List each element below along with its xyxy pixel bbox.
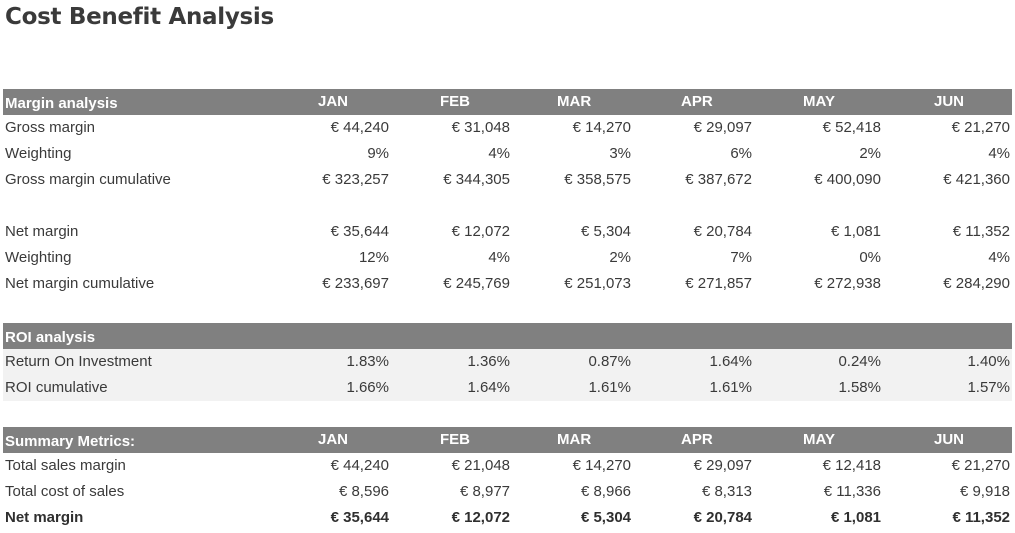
table-row bbox=[3, 349, 1012, 375]
row-label: Gross margin cumulative bbox=[5, 171, 171, 188]
cell-value: 3% bbox=[609, 145, 631, 162]
cell-value: € 251,073 bbox=[564, 275, 631, 292]
cell-value: € 8,313 bbox=[701, 483, 752, 500]
cell-value: 1.64% bbox=[709, 353, 752, 370]
row-label: Weighting bbox=[5, 249, 72, 266]
cell-value: 2% bbox=[859, 145, 881, 162]
cell-value: € 35,644 bbox=[330, 509, 389, 526]
cell-value: € 9,918 bbox=[959, 483, 1010, 500]
cell-value: 1.64% bbox=[467, 379, 510, 396]
cell-value: 1.40% bbox=[967, 353, 1010, 370]
cell-value: € 11,336 bbox=[823, 483, 881, 500]
cell-value: 1.66% bbox=[346, 379, 389, 396]
cell-value: € 29,097 bbox=[693, 119, 752, 136]
cell-value: € 12,418 bbox=[822, 457, 881, 474]
month-header: FEB bbox=[440, 431, 470, 448]
cell-value: € 12,072 bbox=[451, 509, 510, 526]
cell-value: € 271,857 bbox=[685, 275, 752, 292]
cell-value: € 21,270 bbox=[951, 119, 1010, 136]
cell-value: 1.83% bbox=[346, 353, 389, 370]
summary-metrics-header bbox=[3, 427, 1012, 453]
row-label: ROI cumulative bbox=[5, 379, 108, 396]
cell-value: € 11,352 bbox=[952, 509, 1010, 526]
cell-value: 0.24% bbox=[838, 353, 881, 370]
row-label: Gross margin bbox=[5, 119, 96, 136]
cell-value: € 245,769 bbox=[443, 275, 510, 292]
table-row bbox=[3, 375, 1012, 401]
month-header: MAY bbox=[803, 93, 835, 110]
section-title: ROI analysis bbox=[5, 329, 96, 346]
table-row bbox=[3, 453, 1012, 479]
month-header: MAY bbox=[803, 431, 835, 448]
cell-value: € 29,097 bbox=[693, 457, 752, 474]
cell-value: 0.87% bbox=[588, 353, 631, 370]
cell-value: 2% bbox=[609, 249, 631, 266]
cell-value: € 20,784 bbox=[693, 223, 752, 240]
cell-value: 4% bbox=[488, 249, 510, 266]
section-title: Margin analysis bbox=[5, 95, 118, 112]
cell-value: 0% bbox=[859, 249, 881, 266]
month-header: JAN bbox=[318, 431, 349, 448]
cell-value: € 5,304 bbox=[580, 223, 631, 240]
cell-value: € 31,048 bbox=[451, 119, 510, 136]
row-label: Net margin bbox=[5, 509, 84, 526]
cell-value: € 344,305 bbox=[443, 171, 510, 188]
cell-value: € 421,360 bbox=[943, 171, 1010, 188]
cell-value: € 8,596 bbox=[338, 483, 389, 500]
cell-value: 4% bbox=[988, 249, 1010, 266]
table-row bbox=[3, 167, 1012, 193]
row-label: Weighting bbox=[5, 145, 72, 162]
margin-analysis-header bbox=[3, 89, 1012, 115]
cell-value: € 1,081 bbox=[830, 509, 881, 526]
month-header: MAR bbox=[557, 93, 592, 110]
table-row bbox=[3, 115, 1012, 141]
row-label: Total sales margin bbox=[5, 457, 126, 474]
section-title: Summary Metrics: bbox=[5, 433, 136, 450]
cell-value: € 44,240 bbox=[330, 119, 389, 136]
page-title: Cost Benefit Analysis bbox=[5, 4, 274, 30]
month-header: JAN bbox=[318, 93, 349, 110]
cell-value: € 35,644 bbox=[330, 223, 389, 240]
month-header: APR bbox=[681, 431, 713, 448]
cell-value: € 387,672 bbox=[685, 171, 752, 188]
cell-value: € 8,977 bbox=[459, 483, 510, 500]
row-label: Return On Investment bbox=[5, 353, 152, 370]
cell-value: 6% bbox=[730, 145, 752, 162]
cell-value: € 1,081 bbox=[830, 223, 881, 240]
row-label: Net margin bbox=[5, 223, 79, 240]
cell-value: € 44,240 bbox=[330, 457, 389, 474]
cell-value: € 323,257 bbox=[322, 171, 389, 188]
roi-analysis-header bbox=[3, 323, 1012, 349]
table-row bbox=[3, 271, 1012, 297]
row-label: Total cost of sales bbox=[5, 483, 125, 500]
cell-value: € 5,304 bbox=[580, 509, 631, 526]
cell-value: 12% bbox=[358, 249, 389, 266]
cell-value: € 284,290 bbox=[943, 275, 1010, 292]
table-row bbox=[3, 245, 1012, 271]
cell-value: € 21,270 bbox=[951, 457, 1010, 474]
month-header: JUN bbox=[934, 93, 965, 110]
cell-value: 1.58% bbox=[838, 379, 881, 396]
cell-value: 4% bbox=[488, 145, 510, 162]
cell-value: 1.36% bbox=[467, 353, 510, 370]
cell-value: 1.57% bbox=[967, 379, 1010, 396]
cell-value: € 14,270 bbox=[572, 119, 631, 136]
table-row bbox=[3, 219, 1012, 245]
month-header: APR bbox=[681, 93, 713, 110]
cell-value: € 400,090 bbox=[814, 171, 881, 188]
total-row bbox=[3, 505, 1012, 531]
month-header: FEB bbox=[440, 93, 470, 110]
cell-value: € 8,966 bbox=[580, 483, 631, 500]
cell-value: € 272,938 bbox=[814, 275, 881, 292]
cell-value: 9% bbox=[367, 145, 389, 162]
table-row bbox=[3, 479, 1012, 505]
cell-value: 1.61% bbox=[588, 379, 631, 396]
cell-value: € 14,270 bbox=[572, 457, 631, 474]
cell-value: 1.61% bbox=[709, 379, 752, 396]
month-header: MAR bbox=[557, 431, 592, 448]
table-row bbox=[3, 141, 1012, 167]
cell-value: 4% bbox=[988, 145, 1010, 162]
month-header: JUN bbox=[934, 431, 965, 448]
cell-value: € 11,352 bbox=[952, 223, 1010, 240]
cell-value: € 52,418 bbox=[822, 119, 881, 136]
cell-value: € 21,048 bbox=[451, 457, 510, 474]
cell-value: € 358,575 bbox=[564, 171, 631, 188]
cell-value: € 12,072 bbox=[451, 223, 510, 240]
cell-value: 7% bbox=[730, 249, 752, 266]
cell-value: € 20,784 bbox=[693, 509, 752, 526]
cell-value: € 233,697 bbox=[322, 275, 389, 292]
row-label: Net margin cumulative bbox=[5, 275, 155, 292]
